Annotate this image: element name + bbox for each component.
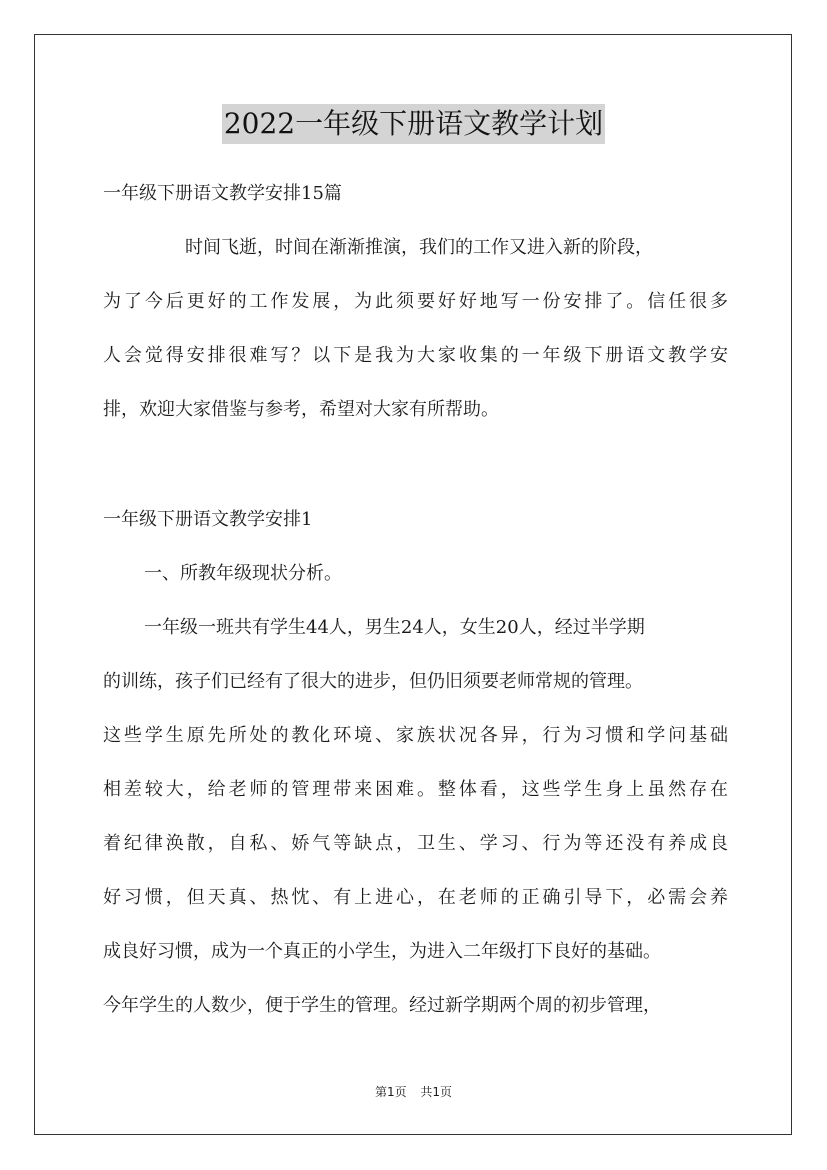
section-heading: 一年级下册语文教学安排1 (103, 509, 313, 530)
page-total: 共1页 (420, 1085, 453, 1099)
intro-line: 为了今后更好的工作发展，为此须要好好地写一份安排了。信任很多 (103, 291, 728, 312)
page-number: 第1页 (374, 1085, 407, 1099)
body-line: 相差较大，给老师的管理带来困难。整体看，这些学生身上虽然存在 (103, 779, 728, 800)
page-footer (0, 1084, 827, 1100)
body-line: 这些学生原先所处的教化环境、家族状况各异，行为习惯和学问基础 (103, 725, 728, 746)
intro-line: 人会觉得安排很难写？以下是我为大家收集的一年级下册语文教学安 (103, 345, 728, 366)
body-line: 一年级一班共有学生44人，男生24人，女生20人，经过半学期 (144, 617, 645, 638)
document-title: 2022一年级下册语文教学计划 (222, 104, 605, 144)
document-subtitle: 一年级下册语文教学安排15篇 (103, 183, 342, 204)
body-line: 今年学生的人数少，便于学生的管理。经过新学期两个周的初步管理， (103, 995, 661, 1016)
body-line: 成良好习惯，成为一个真正的小学生，为进入二年级打下良好的基础。 (103, 941, 661, 962)
intro-line: 时间飞逝，时间在渐渐推演，我们的工作又进入新的阶段， (185, 237, 653, 258)
item-heading: 一、所教年级现状分析。 (144, 563, 342, 584)
title-wrap (0, 104, 827, 144)
body-line: 着纪律涣散，自私、娇气等缺点，卫生、学习、行为等还没有养成良 (103, 833, 728, 854)
body-line: 的训练，孩子们已经有了很大的进步，但仍旧须要老师常规的管理。 (103, 671, 643, 692)
body-line: 好习惯，但天真、热忱、有上进心，在老师的正确引导下，必需会养 (103, 887, 728, 908)
intro-line: 排，欢迎大家借鉴与参考，希望对大家有所帮助。 (103, 399, 499, 420)
